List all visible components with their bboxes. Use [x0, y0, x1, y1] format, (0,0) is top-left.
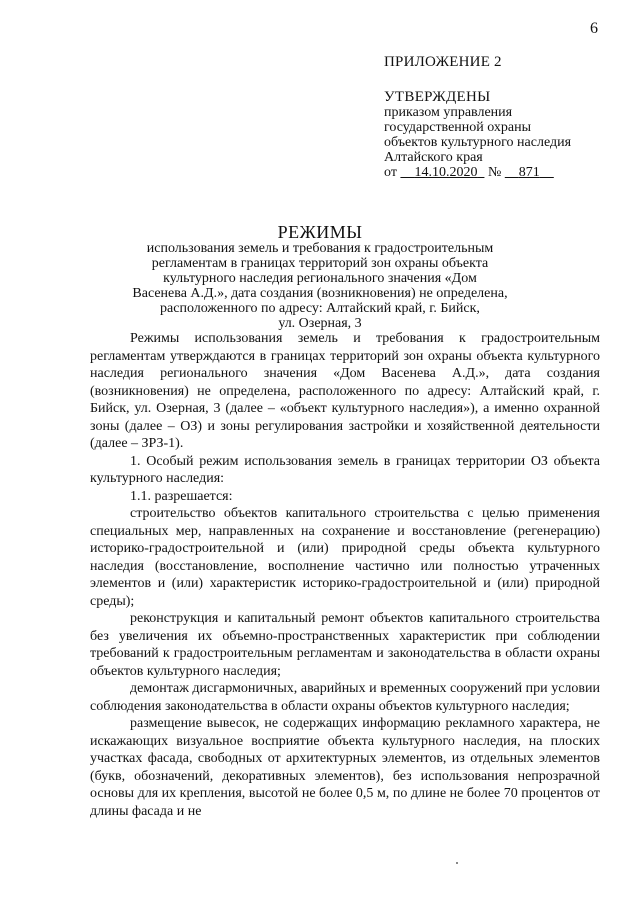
page-number: 6 [590, 20, 598, 37]
subtitle-line: расположенного по адресу: Алтайский край, г. Бийск, [160, 301, 480, 316]
approval-line: приказом управления [384, 105, 513, 120]
body-paragraph: 1. Особый режим использования земель в границах территории ОЗ объекта культурного наследия: [90, 453, 600, 486]
document-subtitle [100, 241, 540, 331]
body-paragraph: строительство объектов капитального строительства с целью применения специальных мер, направленных на сохранение и восстановление (регенерацию) историко-градостроительной и (или) природной среды объекта культурного наследия (восстановление, восполнение частично или полностью утраченных элементов и (или) характеристик историко-градостроительной и (или) природной среды); [90, 506, 600, 609]
body-paragraph: размещение вывесок, не содержащих информацию рекламного характера, не искажающих визуальное восприятие объекта культурного наследия, на плоских участках фасада, свободных от архитектурных элементов, из отдельных элементов (букв, обозначений, декоративных элементов), без использования непрозрачной основы для их крепления, высотой не более 0,5 м, по длине не более 70 процентов от длины фасада и не [90, 716, 600, 819]
approval-line: Алтайского края [384, 150, 483, 165]
body-paragraph: демонтаж дисгармоничных, аварийных и временных сооружений при условии соблюдения законодательства в области охраны объектов культурного наследия; [90, 681, 600, 714]
subtitle-line: ул. Озерная, 3 [278, 316, 362, 331]
approval-block [384, 90, 571, 180]
body-paragraph: Режимы использования земель и требования к градостроительным регламентам утверждаются в границах территорий зон охраны объекта культурного наследия регионального значения «Дом Васенева А.Д.», дата создания (возникновения) не определена, расположенного по адресу: Алтайский край, г. Бийск, ул. Озерная, 3 (далее – «объект культурного наследия»), а именно охранной зоны (далее – ОЗ) и зоны регулирования застройки и хозяйственной деятельности (далее – ЗРЗ-1). [90, 331, 600, 451]
approval-heading: УТВЕРЖДЕНЫ [384, 89, 491, 105]
document-title: РЕЖИМЫ [277, 222, 363, 242]
body-paragraph: 1.1. разрешается: [130, 488, 233, 504]
number-sign: № [487, 165, 502, 180]
subtitle-line: Васенева А.Д.», дата создания (возникновения) не определена, [132, 286, 508, 301]
subtitle-line: культурного наследия регионального значения «Дом [163, 271, 477, 286]
scan-speck [456, 862, 458, 864]
approval-line: объектов культурного наследия [384, 135, 572, 150]
document-body [90, 330, 600, 820]
approval-date-line [384, 165, 571, 180]
approval-line: государственной охраны [384, 120, 532, 135]
subtitle-line: использования земель и требования к градостроительным [146, 241, 494, 256]
body-paragraph: реконструкция и капитальный ремонт объектов капитального строительства без увеличения их объемно-пространственных характеристик при соблюдении требований к градостроительным регламентам и законодательства в области охраны объектов культурного наследия; [90, 611, 600, 679]
approval-number: 871 [518, 165, 540, 180]
appendix-label: ПРИЛОЖЕНИЕ 2 [384, 54, 502, 70]
subtitle-line: регламентам в границах территорий зон охраны объекта [151, 256, 489, 271]
date-prefix: от [384, 165, 397, 180]
approval-date: 14.10.2020 [414, 165, 478, 180]
